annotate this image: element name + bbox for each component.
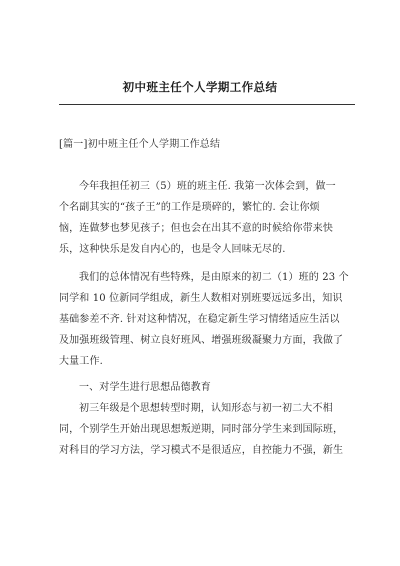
section-1 bbox=[59, 377, 359, 461]
paragraph-line: 初三年级是个思想转型时期，认知形态与初一初二大不相 bbox=[79, 403, 333, 414]
section-subtitle: [篇一]初中班主任个人学期工作总结 bbox=[59, 139, 221, 150]
paragraph-line: 基础参差不齐. 针对这种情况，在稳定新生学习情绪适应生活以 bbox=[59, 314, 340, 325]
paragraph-line: 对科目的学习方法，学习模式不是很适应，自控能力不强，新生 bbox=[59, 445, 344, 456]
paragraph-line: 恼，连做梦也梦见孩子；但也会在出其不意的时候给你带来快 bbox=[59, 223, 334, 234]
paragraph-line: 及加强班级管理、树立良好班风、增强班级凝聚力方面，我做了 bbox=[59, 335, 344, 346]
paragraph-line: 今年我担任初三（5）班的班主任. 我第一次体会到，做一 bbox=[79, 181, 336, 192]
paragraph-2 bbox=[59, 267, 359, 372]
document-title: 初中班主任个人学期工作总结 bbox=[122, 80, 278, 94]
paragraph-line: 同，个别学生开始出现思想叛逆期，同时部分学生来到国际班， bbox=[59, 424, 344, 435]
paragraph-1 bbox=[59, 176, 359, 260]
title-divider bbox=[59, 104, 355, 105]
section-heading: 一、对学生进行思想品德教育 bbox=[79, 382, 211, 393]
paragraph-line: 我们的总体情况有些特殊，是由原来的初二（1）班的 23 个 bbox=[79, 272, 349, 283]
paragraph-line: 同学和 10 位新同学组成，新生人数相对别班要远远多出，知识 bbox=[59, 293, 343, 304]
paragraph-line: 大量工作. bbox=[59, 356, 103, 367]
paragraph-line: 个名副其实的“孩子王”的工作是琐碎的，繁忙的. 会让你烦 bbox=[59, 202, 320, 213]
paragraph-line: 乐，这种快乐是发自内心的，也是令人回味无尽的. bbox=[59, 244, 286, 255]
